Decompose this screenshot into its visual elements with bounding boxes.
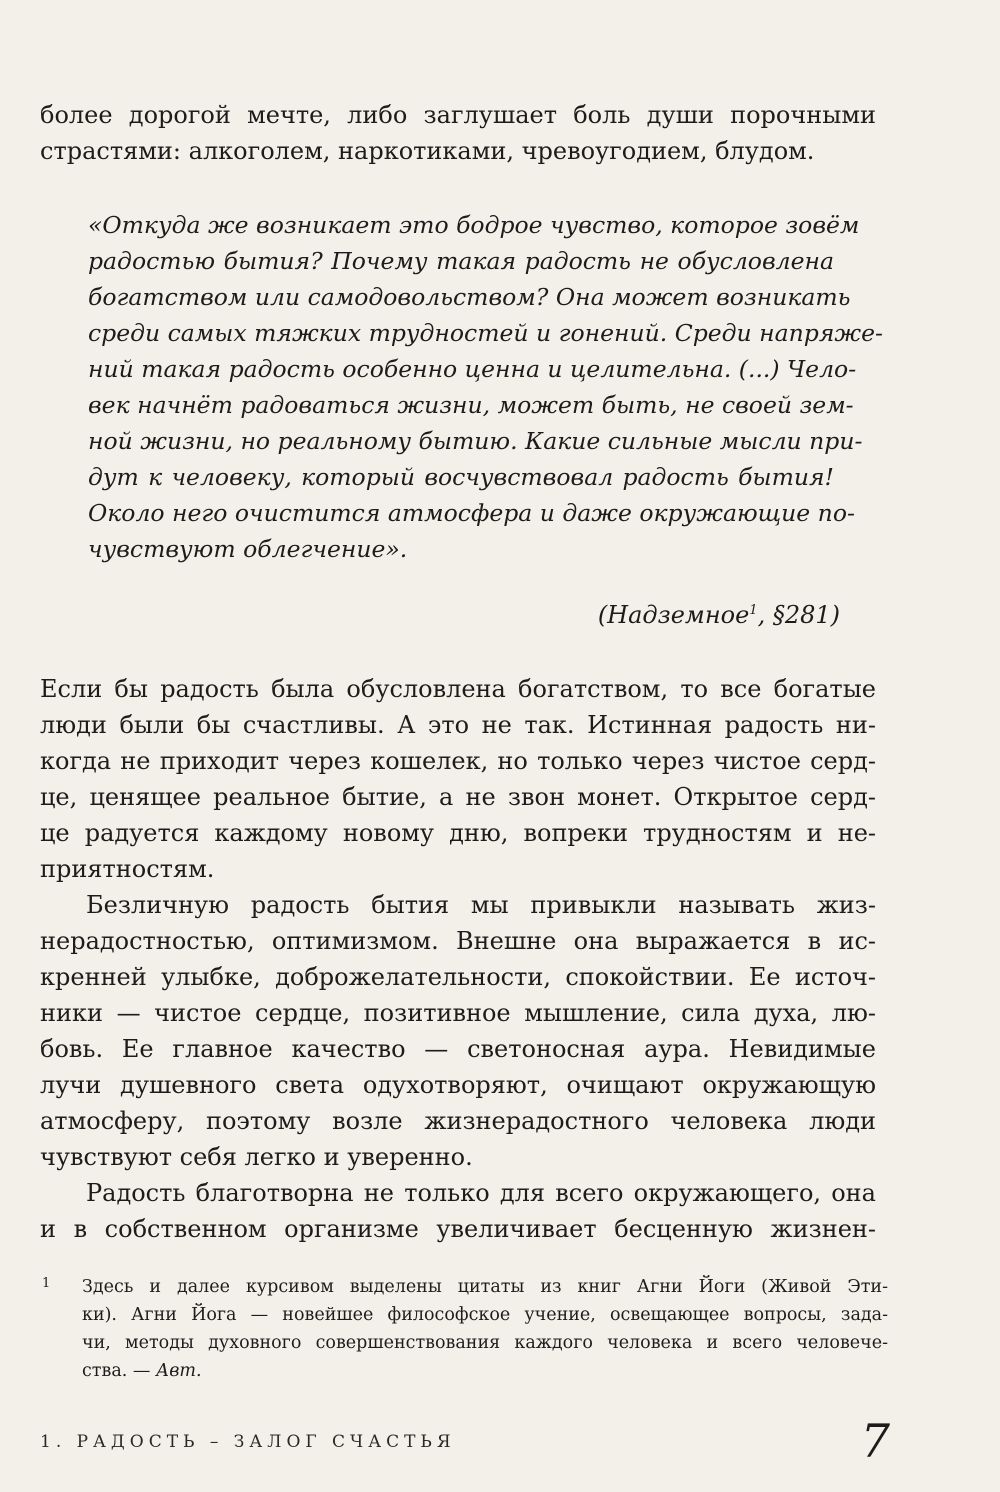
quote-line: чувствуют облегчение». bbox=[88, 535, 408, 563]
quote-source bbox=[598, 596, 840, 630]
body-line: приятностям. bbox=[40, 855, 215, 883]
body-line: бовь. Ее главное качество — светоносная аура. Невидимые bbox=[40, 1035, 876, 1063]
page-number: 7 bbox=[860, 1414, 890, 1468]
body-line: кренней улыбке, доброжелательности, спокойствии. Ее источ- bbox=[40, 963, 876, 991]
footnote-line: ки). Агни Йога — новейшее философское учение, освещающее вопросы, зада- bbox=[82, 1305, 888, 1325]
body-line: люди были бы счастливы. А это не так. Истинная радость ни- bbox=[40, 711, 876, 739]
footnote-author: Авт. bbox=[155, 1361, 202, 1381]
footnote-ref: 1 bbox=[749, 603, 758, 618]
footnote-line: Здесь и далее курсивом выделены цитаты из книг Агни Йоги (Живой Эти- bbox=[82, 1277, 888, 1297]
source-title: (Надземное bbox=[597, 601, 750, 629]
source-section: , §281) bbox=[757, 601, 840, 629]
quote-line: дут к человеку, который восчувствовал радость бытия! bbox=[88, 463, 834, 491]
quote-line: богатством или самодовольством? Она может возникать bbox=[88, 283, 851, 311]
body-line: Радость благотворна не только для всего окружающего, она bbox=[86, 1179, 876, 1207]
body-line: лучи душевного света одухотворяют, очищают окружающую bbox=[40, 1071, 876, 1099]
body-line: це, ценящее реальное бытие, а не звон монет. Открытое серд- bbox=[40, 783, 876, 811]
footnote-last-text: ства. — bbox=[82, 1361, 156, 1381]
running-title: 1. РАДОСТЬ – ЗАЛОГ СЧАСТЬЯ bbox=[40, 1432, 456, 1452]
body-line: Безличную радость бытия мы привыкли называть жиз- bbox=[86, 891, 876, 919]
footnote-line bbox=[82, 1358, 888, 1384]
quote-line: ний такая радость особенно ценна и целительна. (...) Чело- bbox=[88, 355, 857, 383]
body-line: атмосферу, поэтому возле жизнерадостного человека люди bbox=[40, 1107, 876, 1135]
body-line: чувствуют себя легко и уверенно. bbox=[40, 1143, 473, 1171]
quote-line: век начнёт радоваться жизни, может быть, не своей зем- bbox=[88, 391, 854, 419]
body-line: Если бы радость была обусловлена богатством, то все богатые bbox=[40, 675, 876, 703]
footnote-mark: 1 bbox=[42, 1276, 51, 1291]
body-line: ники — чистое сердце, позитивное мышление, сила духа, лю- bbox=[40, 999, 876, 1027]
intro-line-1: более дорогой мечте, либо заглушает боль души порочными bbox=[40, 101, 876, 129]
quote-line: среди самых тяжких трудностей и гонений. Среди напряже- bbox=[88, 319, 883, 347]
body-line: це радуется каждому новому дню, вопреки трудностям и не- bbox=[40, 819, 876, 847]
quote-line: ной жизни, но реальному бытию. Какие сильные мысли при- bbox=[88, 427, 863, 455]
quote-line: «Откуда же возникает это бодрое чувство, которое зовём bbox=[88, 211, 860, 239]
quote-line: радостью бытия? Почему такая радость не обусловлена bbox=[88, 247, 834, 275]
quote-line: Около него очистится атмосфера и даже окружающие по- bbox=[88, 499, 855, 527]
body-line: когда не приходит через кошелек, но только через чистое серд- bbox=[40, 747, 876, 775]
body-line: и в собственном организме увеличивает бесценную жизнен- bbox=[40, 1215, 876, 1243]
intro-line-2: страстями: алкоголем, наркотиками, чревоугодием, блудом. bbox=[40, 137, 815, 165]
footnote-line: чи, методы духовного совершенствования каждого человека и всего человече- bbox=[82, 1333, 888, 1353]
body-line: нерадостностью, оптимизмом. Внешне она выражается в ис- bbox=[40, 927, 876, 955]
